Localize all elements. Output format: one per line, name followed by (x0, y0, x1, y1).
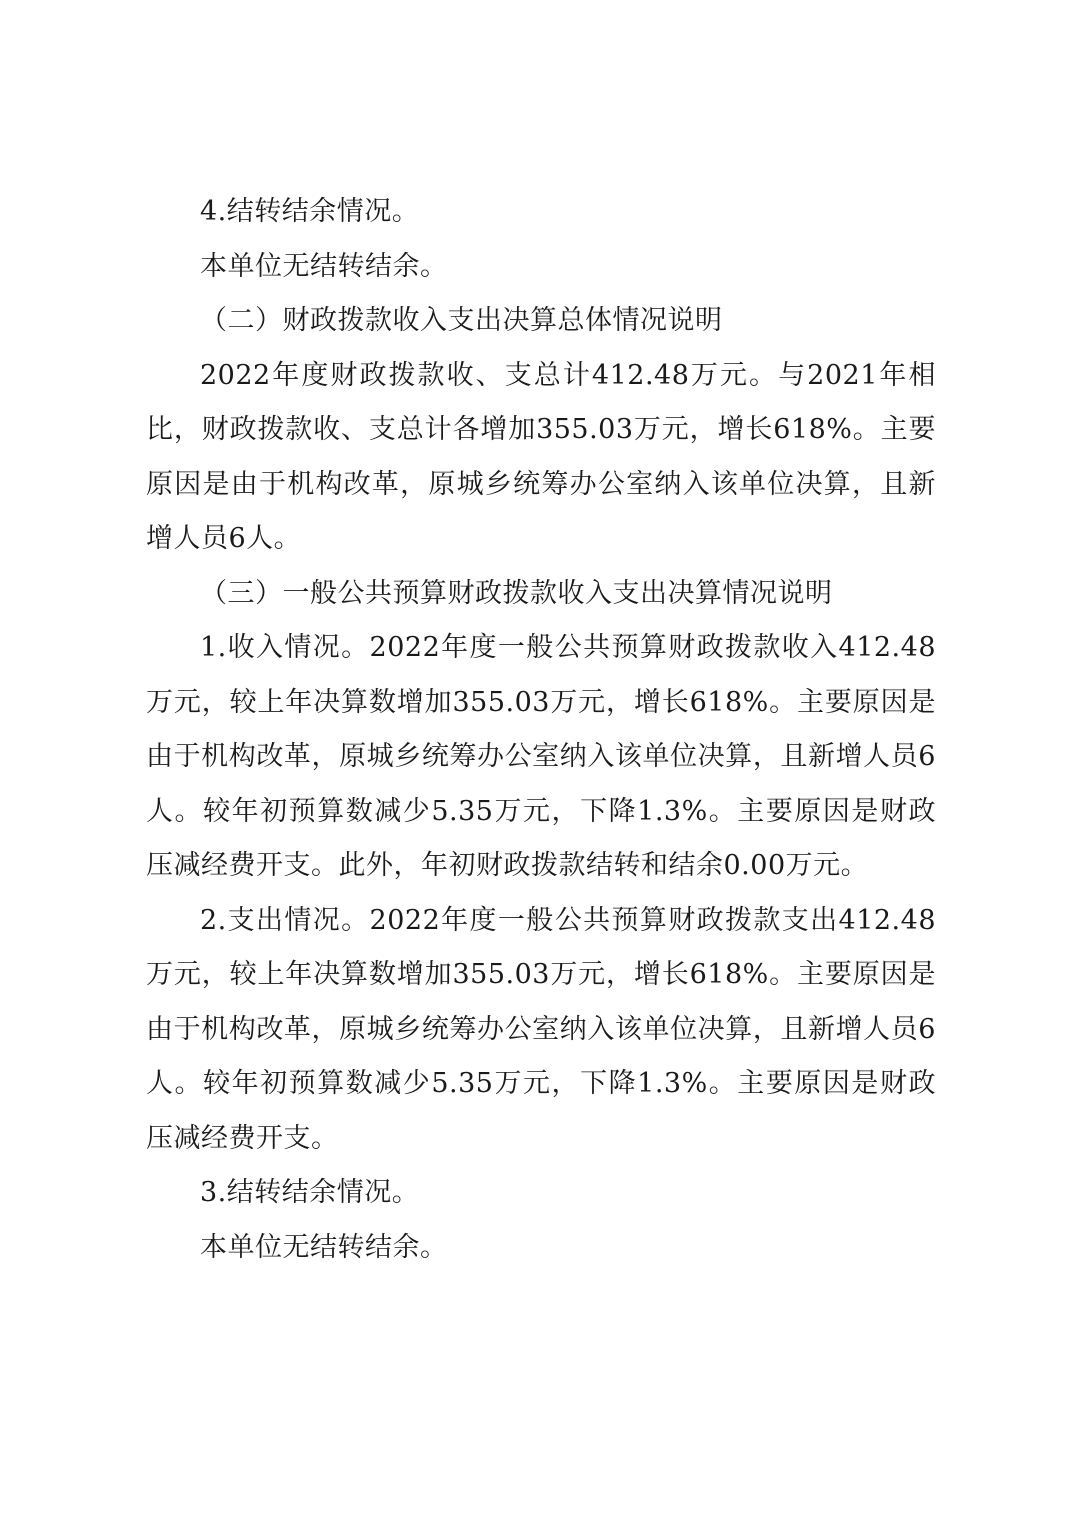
section-heading-general-budget: （三）一般公共预算财政拨款收入支出决算情况说明 (200, 577, 833, 609)
paragraph-no-carryover-2: 本单位无结转结余。 (200, 1231, 448, 1263)
section-heading-carryover-4: 4.结转结余情况。 (200, 196, 420, 227)
section-heading-carryover-3: 3.结转结余情况。 (200, 1177, 420, 1208)
paragraph-no-carryover: 本单位无结转结余。 (200, 250, 448, 282)
section-heading-fiscal-overview: （二）财政拨款收入支出决算总体情况说明 (200, 305, 723, 336)
paragraph-fiscal-overview: 2022年度财政拨款收、支总计412.48万元。与2021年相比，财政拨款收、支总计各增加355.03万元，增长618%。主要原因是由于机构改革，原城乡统筹办公室纳入该单位决算，且新增人员6人。 (146, 359, 936, 554)
paragraph-income: 1.收入情况。2022年度一般公共预算财政拨款收入412.48万元，较上年决算数增加355.03万元，增长618%。主要原因是由于机构改革，原城乡统筹办公室纳入该单位决算，且新增人员6人。较年初预算数减少5.35万元，下降1.3%。主要原因是财政压减经费开支。此外，年初财政拨款结转和结余0.00万元。 (146, 632, 936, 881)
paragraph-expenditure: 2.支出情况。2022年度一般公共预算财政拨款支出412.48万元，较上年决算数增加355.03万元，增长618%。主要原因是由于机构改革，原城乡统筹办公室纳入该单位决算，且新增人员6人。较年初预算数减少5.35万元，下降1.3%。主要原因是财政压减经费开支。 (146, 904, 936, 1154)
document-page (146, 185, 936, 1275)
